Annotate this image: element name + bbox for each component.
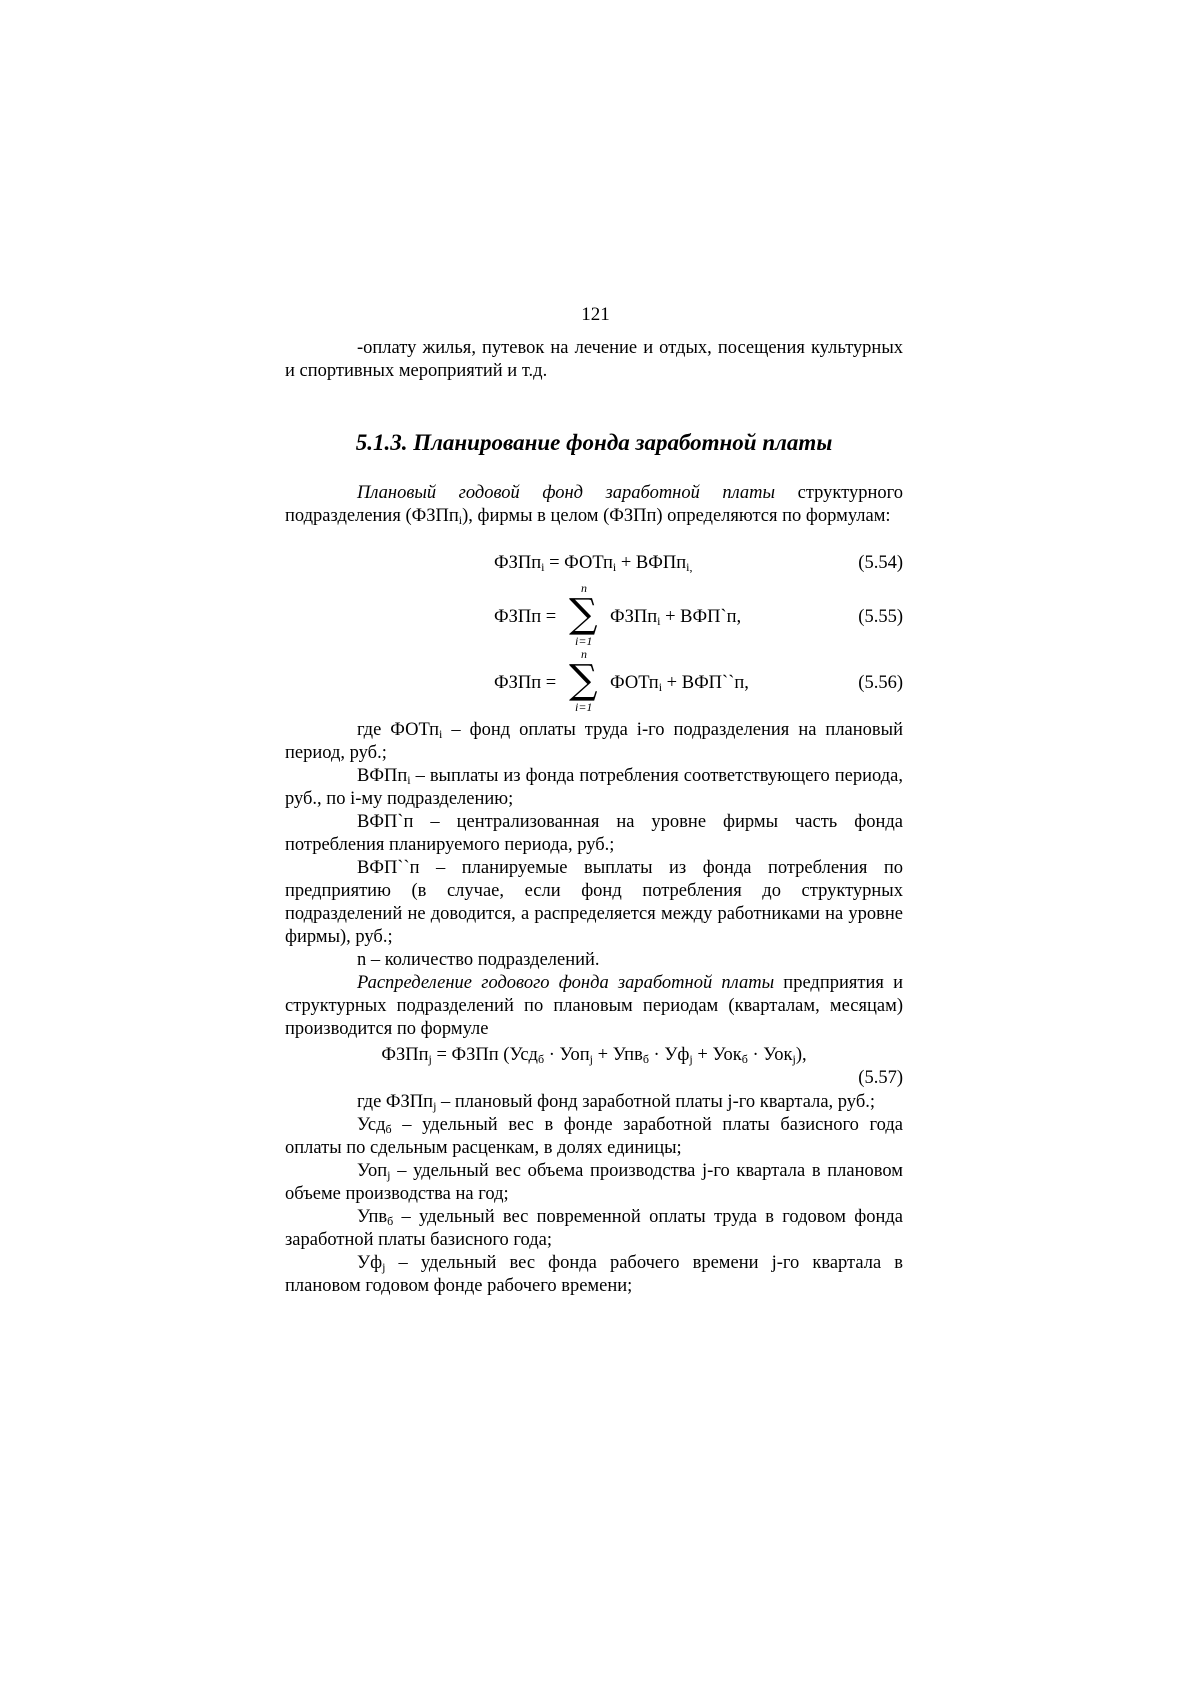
- subscript: i: [541, 560, 545, 574]
- text-span: где ФЗПп: [357, 1092, 434, 1112]
- subscript: j: [792, 1052, 796, 1066]
- text-span: Усд: [357, 1115, 386, 1135]
- subscript: j: [433, 1099, 437, 1113]
- definition-item: [285, 765, 903, 811]
- formula-term: ),: [795, 1045, 807, 1065]
- text-span: – удельный вес повременной оплаты труда в годовом фонда заработной платы базисного года;: [285, 1207, 903, 1250]
- page-number: 121: [581, 304, 610, 325]
- italic-term: Распределение годового фонда заработной платы: [357, 973, 775, 993]
- text-span: ), фирмы в целом (ФЗПп) определяются по формулам:: [462, 506, 891, 526]
- sigma-sign: ∑: [569, 591, 598, 637]
- formula-term: = ФЗПп (Усд: [431, 1045, 538, 1065]
- subscript: i: [407, 773, 411, 787]
- text-span: структурного подразделения (ФЗПп: [285, 483, 904, 526]
- formula-term: + ВФП``п,: [662, 673, 749, 693]
- italic-term: Плановый годовой фонд заработной платы: [357, 483, 776, 503]
- section-title: 5.1.3. Планирование фонда заработной платы: [355, 430, 833, 455]
- formula-term: ФЗПп: [494, 553, 542, 573]
- definition-item: [285, 1091, 903, 1114]
- formula-term: ФЗПп: [381, 1045, 429, 1065]
- formula-term: · Уоп: [544, 1045, 590, 1065]
- definitions-list-2: [285, 1091, 903, 1298]
- subscript: i: [658, 680, 663, 694]
- subscript: j: [428, 1052, 432, 1066]
- formula-body: [610, 670, 749, 696]
- definition-item: [285, 857, 903, 949]
- subscript: б: [642, 1052, 649, 1066]
- text-span: n – количество подразделений.: [357, 950, 600, 970]
- sigma-sign: ∑: [569, 657, 598, 703]
- text-span: – фонд оплаты труда i-го подразделения на плановый период, руб.;: [285, 720, 903, 763]
- subscript: j: [382, 1260, 386, 1274]
- text-span: Уоп: [357, 1161, 388, 1181]
- formula-number: (5.57): [858, 1068, 903, 1088]
- definition-item: [285, 1160, 903, 1206]
- formula-5-55: [285, 582, 903, 652]
- definitions-list-1: [285, 719, 903, 1041]
- subscript: б: [387, 1214, 394, 1228]
- paragraph-distribution: [285, 972, 903, 1041]
- formula-body: [610, 604, 741, 630]
- subscript: j: [387, 1168, 391, 1182]
- formula-term: ФЗПп: [610, 607, 658, 627]
- definition-item: [285, 1114, 903, 1160]
- formula-term: · Уф: [648, 1045, 690, 1065]
- subscript: б: [537, 1052, 545, 1066]
- paragraph-plan-fund: [285, 482, 903, 528]
- definition-item: [285, 949, 903, 972]
- intro-text: -оплату жилья, путевок на лечение и отдых, посещения культурных и спортивных мероприятий и т.д.: [285, 338, 903, 381]
- text-span: Упв: [357, 1207, 388, 1227]
- formula-term: + ВФПп: [616, 553, 687, 573]
- definition-item: [285, 1252, 903, 1298]
- formula-term: ФОТп: [610, 673, 659, 693]
- subscript: i,: [686, 560, 693, 574]
- formula-term: + Упв: [593, 1045, 643, 1065]
- subscript: j: [589, 1052, 594, 1066]
- formula-lhs: ФЗПп =: [494, 673, 557, 693]
- definition-item: [285, 1206, 903, 1252]
- formula-5-57: [285, 1044, 903, 1067]
- sum-lower-limit: i=1: [575, 700, 593, 714]
- formula-body: [494, 550, 692, 576]
- text-span: – удельный вес фонда рабочего времени j-го квартала в плановом годовом фонде рабочего времени;: [285, 1253, 903, 1296]
- text-span: ВФП`п – централизованная на уровне фирмы часть фонда потребления планируемого периода, руб.;: [285, 812, 903, 855]
- subscript: б: [741, 1052, 748, 1066]
- formula-term: + Уок: [692, 1045, 742, 1065]
- subscript: i: [458, 513, 463, 527]
- formula-term: · Уок: [747, 1045, 793, 1065]
- intro-paragraph: [285, 337, 903, 383]
- formula-number: (5.54): [858, 553, 903, 573]
- text-span: ВФП``п – планируемые выплаты из фонда потребления по предприятию (в случае, если фонд потребления до структурных подразделений не доводится, а распределяется между работниками на уровне фирмы), руб.;: [285, 858, 903, 947]
- subscript: б: [385, 1122, 392, 1136]
- text-span: – удельный вес в фонде заработной платы базисного года оплаты по сдельным расценкам, в долях единицы;: [285, 1115, 903, 1158]
- sum-upper-limit: n: [581, 581, 587, 595]
- subscript: i: [657, 614, 661, 628]
- subscript: i: [439, 727, 443, 741]
- text-span: где ФОТп: [357, 720, 439, 740]
- formula-term: = ФОТп: [544, 553, 613, 573]
- formula-5-54: [285, 550, 903, 576]
- text-span: Уф: [357, 1253, 383, 1273]
- text-span: предприятия и структурных подразделений по плановым периодам (кварталам, месяцам) производится по формуле: [285, 973, 903, 1039]
- text-span: – выплаты из фонда потребления соответствующего периода, руб., по i-му подразделению;: [285, 766, 903, 809]
- sum-upper-limit: n: [581, 647, 587, 661]
- text-span: ВФПп: [357, 766, 408, 786]
- paragraph-plan-fund-text: [285, 482, 903, 528]
- subscript: i: [612, 560, 617, 574]
- formula-number: (5.56): [858, 673, 903, 693]
- text-span: – плановый фонд заработной платы j-го квартала, руб.;: [436, 1092, 875, 1112]
- definition-item: [285, 811, 903, 857]
- formula-number: (5.55): [858, 607, 903, 627]
- text-span: – удельный вес объема производства j-го квартала в плановом объеме производства на год;: [285, 1161, 903, 1204]
- definition-item: [285, 719, 903, 765]
- subscript: j: [689, 1052, 693, 1066]
- sum-lower-limit: i=1: [575, 634, 593, 648]
- formula-term: + ВФП`п,: [660, 607, 742, 627]
- formula-lhs: ФЗПп =: [494, 607, 557, 627]
- formula-5-56: [285, 648, 903, 718]
